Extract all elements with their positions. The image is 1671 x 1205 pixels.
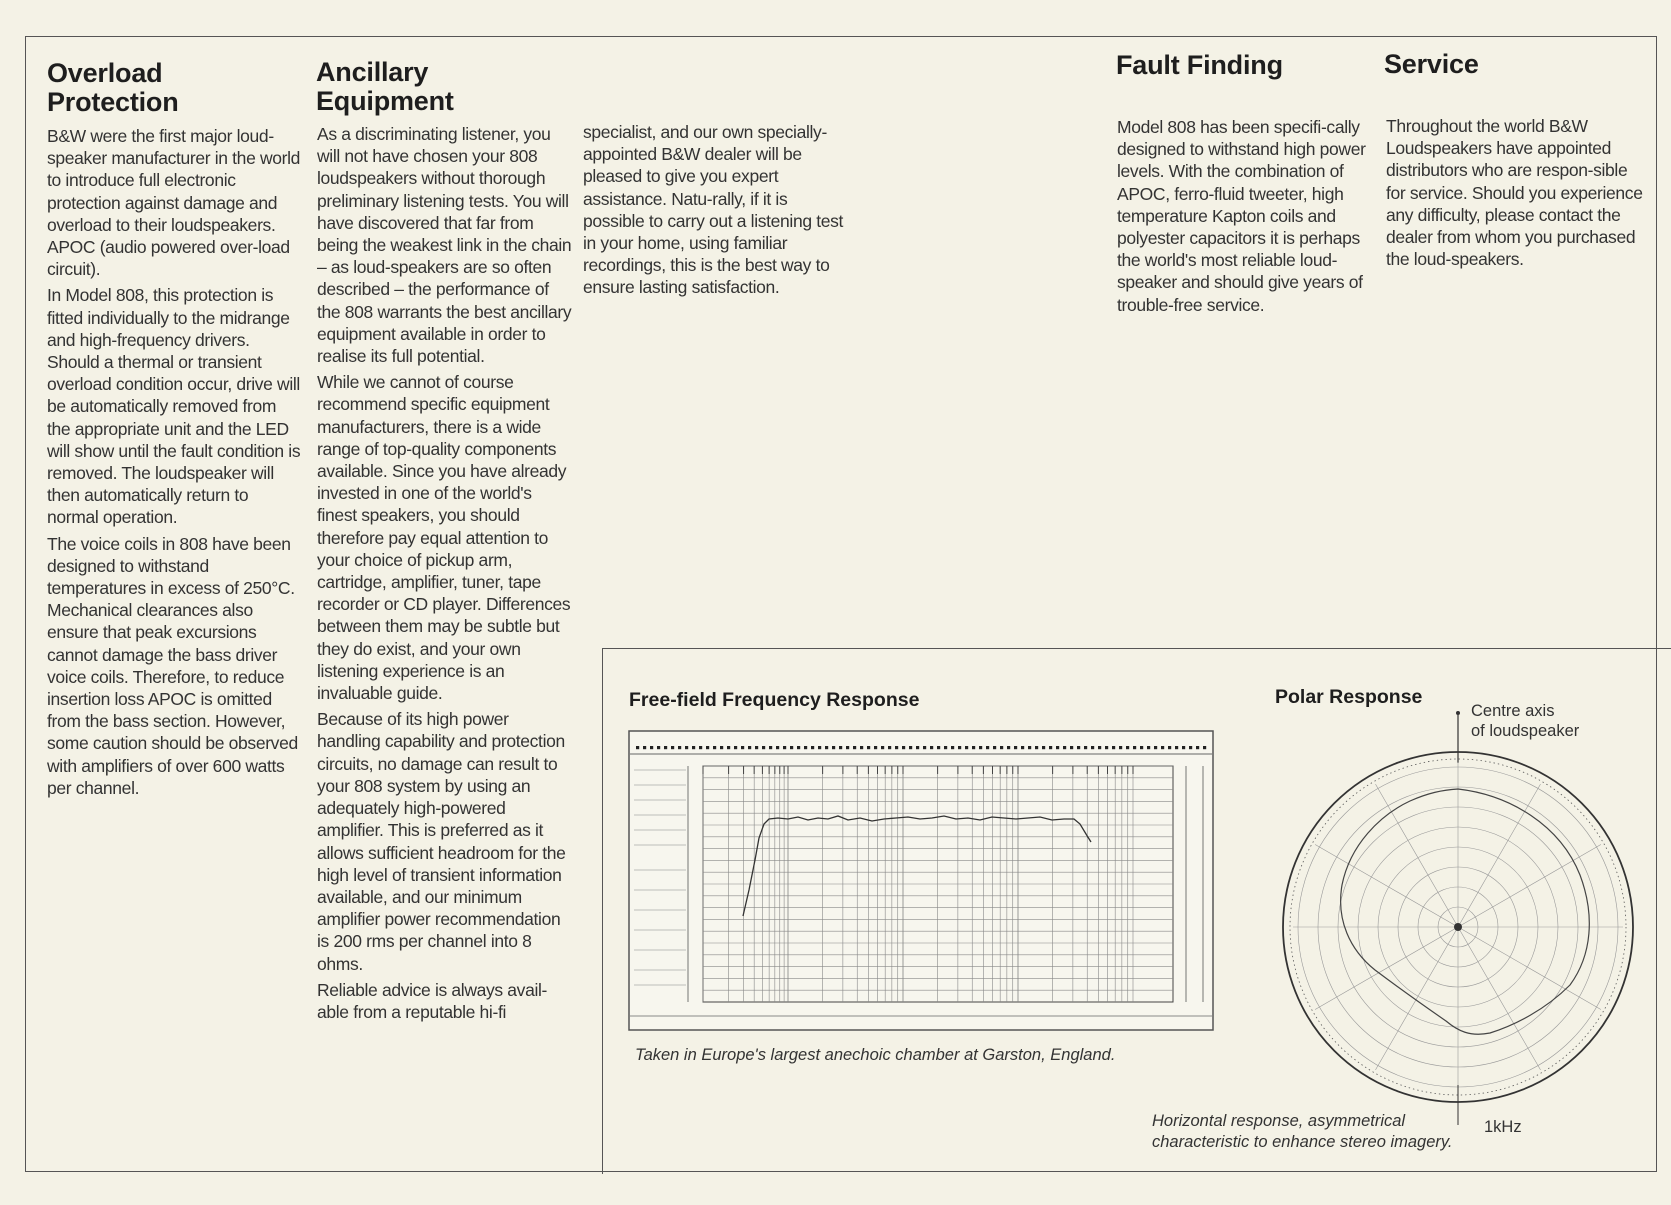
- ancillary-title-line2: Equipment: [316, 86, 454, 116]
- centre-axis-line1: Centre axis: [1471, 702, 1555, 720]
- polar-response-chart: [1270, 705, 1650, 1125]
- fault-finding-heading: Fault Finding: [1116, 50, 1283, 80]
- service-paragraph: Throughout the world B&W Loudspeakers have appointed distributors who are respon-sible for service. Should you experience any difficulty, please contact the dealer from whom you purchased the loud-speakers.: [1386, 116, 1643, 270]
- ancillary-column-continued: [583, 121, 845, 303]
- overload-heading: [47, 59, 179, 117]
- polar-response-title: Polar Response: [1275, 686, 1423, 708]
- service-heading: Service: [1384, 49, 1479, 79]
- fault-finding-column: [1117, 116, 1373, 320]
- overload-paragraph: In Model 808, this protection is fitted individually to the midrange and high-frequency drivers. Should a thermal or transient overload condition occur, drive will be automatically removed from the appropriate unit and the LED will show until the fault condition is removed. The loudspeaker will then automatically return to normal operation.: [47, 285, 301, 528]
- frequency-response-caption: Taken in Europe's largest anechoic chamber at Garston, England.: [635, 1046, 1116, 1064]
- polar-response-curve: [1341, 789, 1590, 1034]
- frequency-response-chart: [628, 730, 1214, 1032]
- ancillary-paragraph: Reliable advice is always avail-able from a reputable hi-fi: [317, 979, 548, 1022]
- ancillary-title-line1: Ancillary: [316, 57, 429, 87]
- ancillary-column: [317, 123, 573, 1027]
- frequency-response-title: Free-field Frequency Response: [629, 689, 920, 711]
- overload-paragraph: The voice coils in 808 have been designed to withstand temperatures in excess of 250°C. Mechanical clearances also ensure that peak excursions cannot damage the bass driver voice coils. Therefore, to reduce insertion loss APOC is omitted from the bass section. However, some caution should be observed with amplifiers of over 600 watts per channel.: [47, 533, 298, 798]
- ancillary-paragraph: Because of its high power handling capability and protection circuits, no damage can result to your 808 system by using an adequately high-powered amplifier. This is preferred as it allows sufficient headroom for the high level of transient information available, and our minimum amplifier power recommendation is 200 rms per channel into 8 ohms.: [317, 709, 566, 974]
- ancillary-paragraph: As a discriminating listener, you will not have chosen your 808 loudspeakers without thorough preliminary listening tests. You will have discovered that far from being the weakest link in the chain – as loud-speakers are so often described – the performance of the 808 warrants the best ancillary equipment available in order to realise its full potential.: [317, 124, 572, 367]
- overload-column: [47, 125, 302, 803]
- overload-title-line2: Protection: [47, 87, 179, 117]
- fault-finding-paragraph: Model 808 has been specifi-cally designed to withstand high power levels. With the combination of APOC, ferro-fluid tweeter, high temperature Kapton coils and polyester capacitors it is perhaps the world's most reliable loud-speaker and should give years of trouble-free service.: [1117, 117, 1366, 315]
- polar-caption-line2: characteristic to enhance stereo imagery.: [1152, 1133, 1453, 1151]
- polar-response-caption: [1152, 1111, 1453, 1153]
- polar-caption-line1: Horizontal response, asymmetrical: [1152, 1112, 1406, 1130]
- polar-frequency-label: 1kHz: [1484, 1118, 1522, 1136]
- overload-paragraph: B&W were the first major loud-speaker manufacturer in the world to introduce full electronic protection against damage and overload to their loudspeakers. APOC (audio powered over-load circuit).: [47, 126, 301, 280]
- polar-centre-dot: [1454, 923, 1462, 931]
- ancillary-heading: [316, 58, 454, 116]
- service-column: [1386, 115, 1644, 274]
- chart-border: [629, 731, 1213, 1030]
- centre-axis-line2: of loudspeaker: [1471, 722, 1580, 740]
- ancillary-paragraph: While we cannot of course recommend specific equipment manufacturers, there is a wide range of top-quality components available. Since you have already invested in one of the world's finest speakers, you should therefore pay equal attention to your choice of pickup arm, cartridge, amplifier, tuner, tape recorder or CD player. Differences between them may be subtle but they do exist, and your own listening experience is an invaluable guide.: [317, 372, 571, 704]
- overload-title-line1: Overload: [47, 58, 163, 88]
- ancillary-paragraph: specialist, and our own specially-appointed B&W dealer will be pleased to give you expert assistance. Natu-rally, if it is possible to carry out a listening test in your home, using familiar recordings, this is the best way to ensure lasting satisfaction.: [583, 122, 844, 298]
